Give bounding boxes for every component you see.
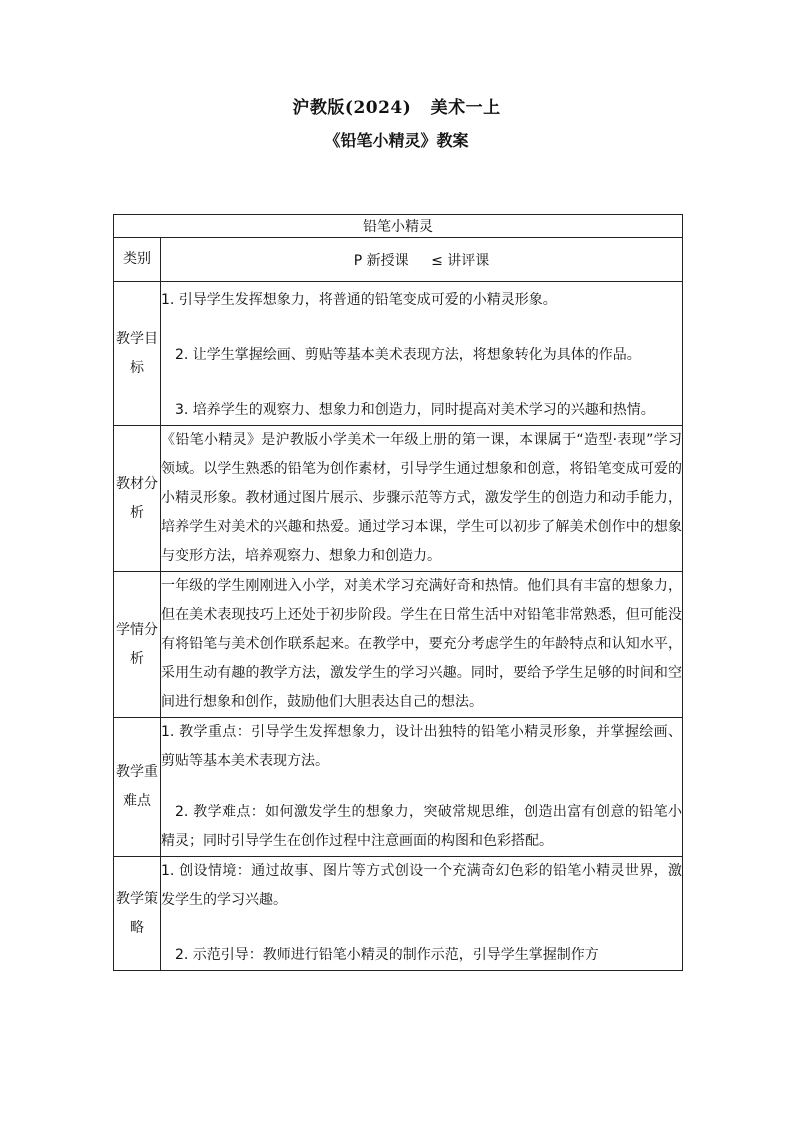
type-row <box>114 238 683 282</box>
table-caption-row <box>114 215 683 238</box>
key-point-item: 1. 教学重点：引导学生发挥想象力，设计出独特的铅笔小精灵形象，并掌握绘画、剪贴等基本美术表现方法。 <box>161 724 682 769</box>
material-content <box>161 426 683 572</box>
goal-item: 1. 引导学生发挥想象力，将普通的铅笔变成可爱的小精灵形象。 <box>161 292 557 308</box>
strategy-item: 1. 创设情境：通过故事、图片等方式创设一个充满奇幻色彩的铅笔小精灵世界，激发学生的学习兴趣。 <box>161 863 682 908</box>
strategy-row <box>114 857 683 971</box>
key-points-content <box>161 718 683 857</box>
document-title: 沪教版(2024) 美术一上 <box>292 98 501 118</box>
key-point-item: 2. 教学难点：如何激发学生的想象力，突破常规思维，创造出富有创意的铅笔小精灵；同时引导学生在创作过程中注意画面的构图和色彩搭配。 <box>161 804 682 849</box>
strategy-content <box>161 857 683 971</box>
goals-row <box>114 282 683 426</box>
goals-content <box>161 282 683 426</box>
type-label: 类别 <box>114 238 161 282</box>
lesson-plan-table <box>113 214 683 971</box>
material-row <box>114 426 683 572</box>
material-text: 《铅笔小精灵》是沪教版小学美术一年级上册的第一课，本课属于“造型·表现”学习领域。以学生熟悉的铅笔为创作素材，引导学生通过想象和创意，将铅笔变成可爱的小精灵形象。教材通过图片展示、步骤示范等方式，激发学生的创造力和动手能力，培养学生对美术的兴趣和热爱。通过学习本课，学生可以初步了解美术创作中的想象与变形方法，培养观察力、想象力和创造力。 <box>161 432 682 564</box>
strategy-item: 2. 示范引导：教师进行铅笔小精灵的制作示范，引导学生掌握制作方 <box>175 947 599 963</box>
type-option-review-lesson: ≤ 讲评课 <box>431 252 490 269</box>
strategy-label: 教学策略 <box>114 857 161 971</box>
students-row <box>114 572 683 718</box>
students-text: 一年级的学生刚刚进入小学，对美术学习充满好奇和热情。他们具有丰富的想象力，但在美术表现技巧上还处于初步阶段。学生在日常生活中对铅笔非常熟悉，但可能没有将铅笔与美术创作联系起来。在教学中，要充分考虑学生的年龄特点和认知水平，采用生动有趣的教学方法，激发学生的学习兴趣。同时，要给予学生足够的时间和空间进行想象和创作，鼓励他们大胆表达自己的想法。 <box>161 578 682 710</box>
table-caption: 铅笔小精灵 <box>114 215 683 238</box>
material-label: 教材分析 <box>114 426 161 572</box>
document-subtitle: 《铅笔小精灵》教案 <box>324 131 469 150</box>
key-points-row <box>114 718 683 857</box>
students-content <box>161 572 683 718</box>
type-options <box>161 238 683 282</box>
key-points-label: 教学重难点 <box>114 718 161 857</box>
goals-label: 教学目标 <box>114 282 161 426</box>
students-label: 学情分析 <box>114 572 161 718</box>
type-option-new-lesson: P 新授课 <box>353 252 409 269</box>
goal-item: 3. 培养学生的观察力、想象力和创造力，同时提高对美术学习的兴趣和热情。 <box>175 402 655 418</box>
goal-item: 2. 让学生掌握绘画、剪贴等基本美术表现方法，将想象转化为具体的作品。 <box>175 347 641 363</box>
